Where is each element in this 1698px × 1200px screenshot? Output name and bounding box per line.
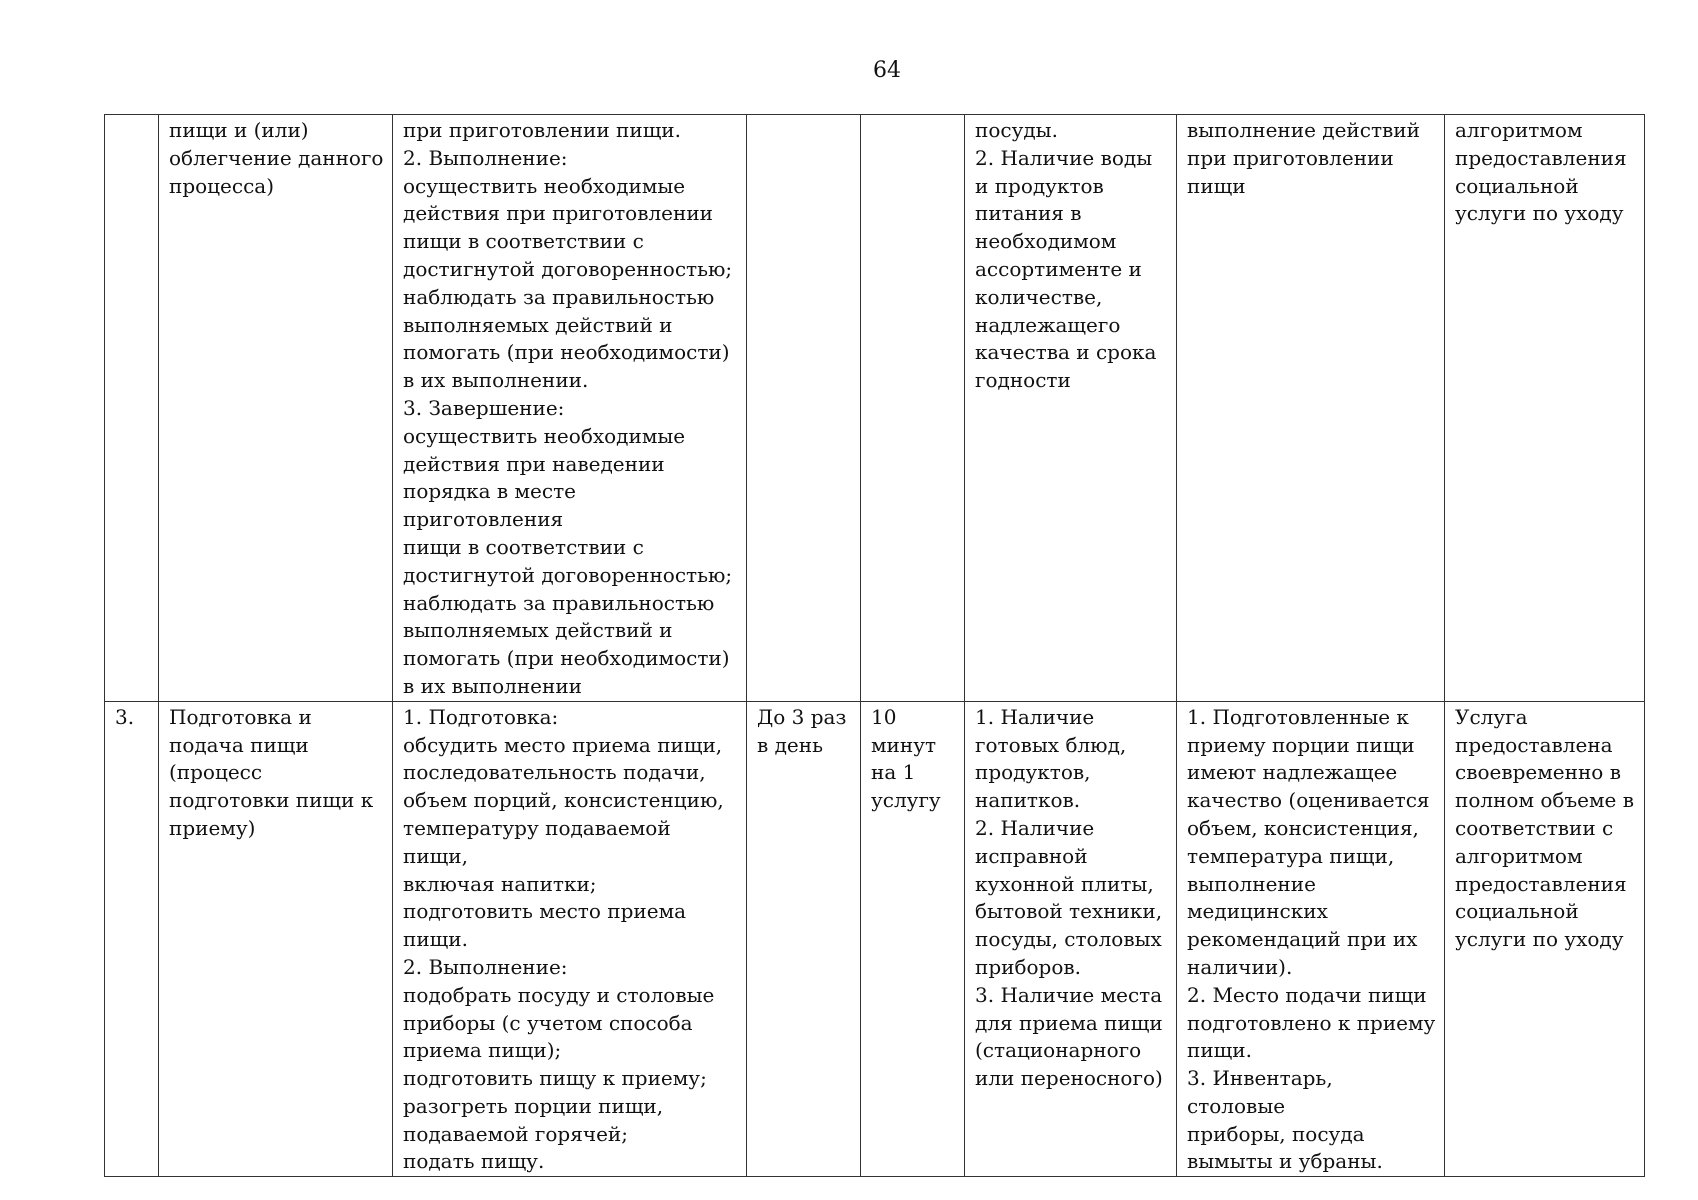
table-row <box>105 701 1645 1177</box>
services-table <box>104 114 1645 1177</box>
quality-indicators-cell: выполнение действий при приготовлении пищи <box>1177 115 1445 702</box>
conditions-cell: 1. Наличие готовых блюд, продуктов, напитков. 2. Наличие исправной кухонной плиты, бытовой техники, посуды, столовых приборов. 3. Наличие места для приема пищи (стационарного или переносного) <box>965 701 1177 1177</box>
page-number: 64 <box>873 58 901 83</box>
service-content-cell: при приготовлении пищи. 2. Выполнение: осуществить необходимые действия при приготовлении пищи в соответствии с достигнутой договоренностью; наблюдать за правильностью выполняемых действий и помогать (при необходимости) в их выполнении. 3. Завершение: осуществить необходимые действия при наведении порядка в месте приготовления пищи в соответствии с достигнутой договоренностью; наблюдать за правильностью выполняемых действий и помогать (при необходимости) в их выполнении <box>393 115 747 702</box>
conditions-cell: посуды. 2. Наличие воды и продуктов питания в необходимом ассортименте и количестве, надлежащего качества и срока годности <box>965 115 1177 702</box>
table-row <box>105 115 1645 702</box>
service-content-cell: 1. Подготовка: обсудить место приема пищи, последовательность подачи, объем порций, консистенцию, температуру подаваемой пищи, включая напитки; подготовить место приема пищи. 2. Выполнение: подобрать посуду и столовые приборы (с учетом способа приема пищи); подготовить пищу к приему; разогреть порции пищи, подаваемой горячей; подать пищу. <box>393 701 747 1177</box>
frequency-cell <box>747 115 861 702</box>
row-number-cell <box>105 115 159 702</box>
evaluation-cell: алгоритмом предоставления социальной услуги по уходу <box>1445 115 1645 702</box>
duration-cell <box>861 115 965 702</box>
duration-cell: 10 минут на 1 услугу <box>861 701 965 1177</box>
service-name-cell: пищи и (или) облегчение данного процесса) <box>159 115 393 702</box>
row-number-cell: 3. <box>105 701 159 1177</box>
quality-indicators-cell: 1. Подготовленные к приему порции пищи имеют надлежащее качество (оценивается объем, консистенция, температура пищи, выполнение медицинских рекомендаций при их наличии). 2. Место подачи пищи подготовлено к приему пищи. 3. Инвентарь, столовые приборы, посуда вымыты и убраны. <box>1177 701 1445 1177</box>
evaluation-cell: Услуга предоставлена своевременно в полном объеме в соответствии с алгоритмом предоставления социальной услуги по уходу <box>1445 701 1645 1177</box>
service-name-cell: Подготовка и подача пищи (процесс подготовки пищи к приему) <box>159 701 393 1177</box>
frequency-cell: До 3 раз в день <box>747 701 861 1177</box>
